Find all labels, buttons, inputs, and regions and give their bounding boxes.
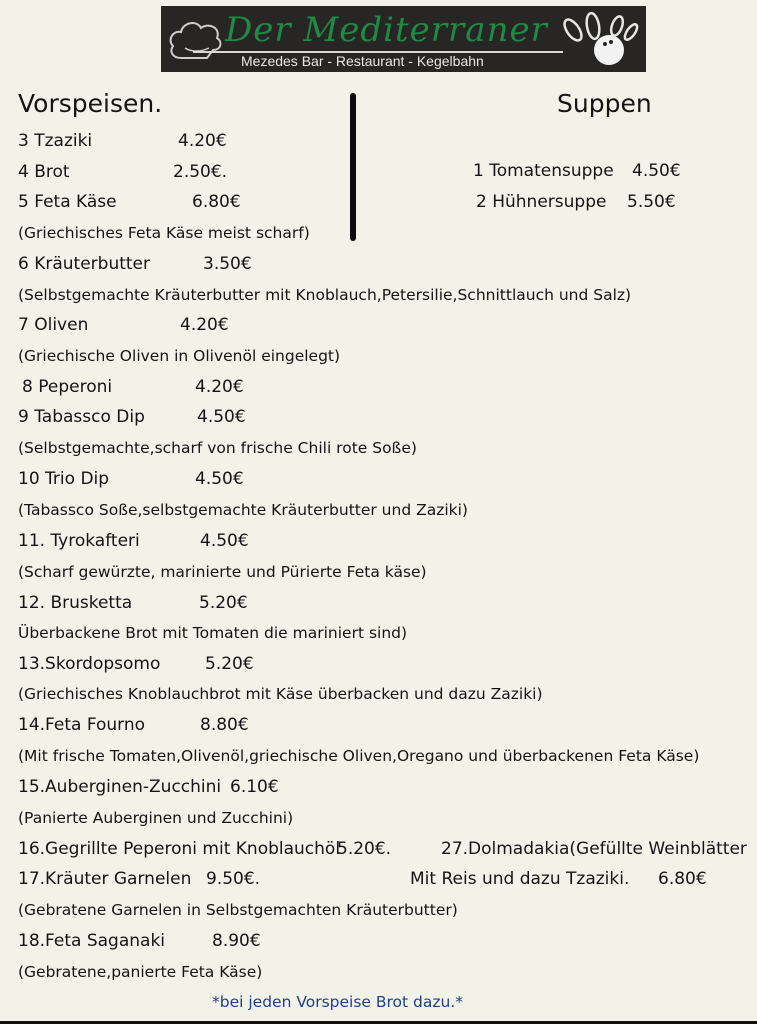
menu-item-price: 3.50€ xyxy=(203,254,252,274)
menu-item-price: 4.20€ xyxy=(180,315,229,335)
menu-item-description: (Gebratene Garnelen in Selbstgemachten Kräuterbutter) xyxy=(18,901,458,919)
suppen-heading: Suppen xyxy=(557,89,652,118)
menu-item-price: 4.20€ xyxy=(195,377,244,397)
menu-item-name: 4 Brot xyxy=(18,162,70,182)
menu-item-description: (Scharf gewürzte, marinierte und Pürierte Feta käse) xyxy=(18,563,427,581)
menu-item-price: 5.20€ xyxy=(199,593,248,613)
menu-item-price: 6.80€ xyxy=(658,869,707,889)
menu-item-description: (Griechische Oliven in Olivenöl eingelegt) xyxy=(18,347,341,365)
soup-item-name: 1 Tomatensuppe xyxy=(473,161,614,181)
soup-item-name: 2 Hühnersuppe xyxy=(476,192,607,212)
menu-item-price: 8.80€ xyxy=(200,715,249,735)
bread-note: *bei jeden Vorspeise Brot dazu.* xyxy=(212,993,464,1011)
menu-item-price: 4.50€ xyxy=(195,469,244,489)
column-divider xyxy=(350,93,356,241)
menu-item-name: 13.Skordopsomo xyxy=(18,654,161,674)
menu-item-price: 2.50€. xyxy=(173,162,228,182)
menu-item-name: 14.Feta Fourno xyxy=(18,715,146,735)
menu-item-name: 6 Kräuterbutter xyxy=(18,254,151,274)
menu-item-price: 5.20€ xyxy=(205,654,254,674)
soup-item-price: 5.50€ xyxy=(627,192,676,212)
menu-item-description: (Selbstgemachte Kräuterbutter mit Knoblauch,Petersilie,Schnittlauch und Salz) xyxy=(18,286,632,304)
menu-item-name: 16.Gegrillte Peperoni mit Knoblauchöl xyxy=(18,839,341,859)
menu-item-name: 7 Oliven xyxy=(18,315,89,335)
menu-item-price: 8.90€ xyxy=(212,931,261,951)
menu-item-name: 11. Tyrokafteri xyxy=(18,531,140,551)
bowling-pins-icon xyxy=(561,10,641,70)
logo-subtitle: Mezedes Bar - Restaurant - Kegelbahn xyxy=(241,53,484,69)
menu-item-price: 4.20€ xyxy=(178,131,227,151)
restaurant-logo xyxy=(161,6,646,72)
menu-item-name: 18.Feta Saganaki xyxy=(18,931,166,951)
menu-item-name: 17.Kräuter Garnelen xyxy=(18,869,192,889)
menu-item-price: 4.50€ xyxy=(200,531,249,551)
logo-title: Der Mediterraner xyxy=(225,10,548,50)
menu-item-description: (Gebratene,panierte Feta Käse) xyxy=(18,963,263,981)
vorspeisen-heading: Vorspeisen. xyxy=(18,89,163,118)
menu-item-description: Mit Reis und dazu Tzaziki. xyxy=(410,869,630,889)
menu-item-description: (Tabassco Soße,selbstgemachte Kräuterbutter und Zaziki) xyxy=(18,501,468,519)
menu-item-name: 12. Brusketta xyxy=(18,593,133,613)
menu-item-name: 9 Tabassco Dip xyxy=(18,407,145,427)
menu-item-name: 5 Feta Käse xyxy=(18,192,117,212)
menu-item-description: (Selbstgemachte,scharf von frische Chili rote Soße) xyxy=(18,439,417,457)
soup-item-price: 4.50€ xyxy=(632,161,681,181)
menu-item-description: (Panierte Auberginen und Zucchini) xyxy=(18,809,294,827)
menu-item-name: 8 Peperoni xyxy=(22,377,113,397)
menu-item-price: 9.50€. xyxy=(206,869,261,889)
menu-item-name: 10 Trio Dip xyxy=(18,469,110,489)
menu-item-name: 3 Tzaziki xyxy=(18,131,93,151)
chef-hat-icon xyxy=(167,18,227,62)
menu-item-price: 6.10€ xyxy=(230,777,279,797)
menu-item-price: 5.20€. xyxy=(337,839,392,859)
menu-item-price: 4.50€ xyxy=(197,407,246,427)
menu-item-description: Überbackene Brot mit Tomaten die mariniert sind) xyxy=(18,624,408,642)
menu-item-name: 27.Dolmadakia(Gefüllte Weinblätter xyxy=(441,839,747,859)
menu-item-name: 15.Auberginen-Zucchini xyxy=(18,777,222,797)
menu-item-price: 6.80€ xyxy=(192,192,241,212)
menu-item-description: (Griechisches Knoblauchbrot mit Käse überbacken und dazu Zaziki) xyxy=(18,685,543,703)
menu-item-description: (Griechisches Feta Käse meist scharf) xyxy=(18,224,310,242)
menu-item-description: (Mit frische Tomaten,Olivenöl,griechische Oliven,Oregano und überbackenen Feta Käse) xyxy=(18,747,700,765)
